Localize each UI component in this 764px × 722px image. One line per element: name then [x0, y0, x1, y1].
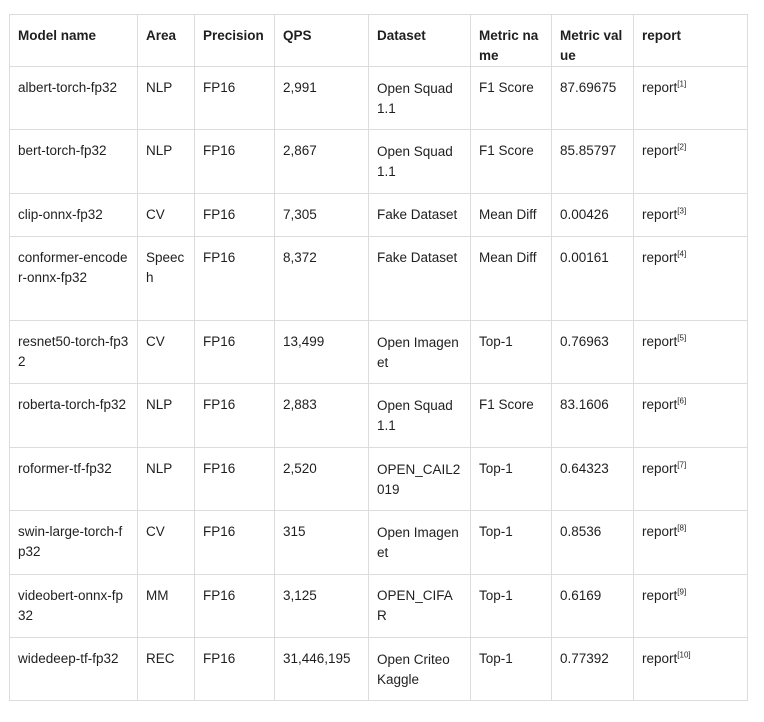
- cell-qps: 7,305: [275, 194, 369, 237]
- cell-qps: 2,991: [275, 67, 369, 130]
- cell-qps: 8,372: [275, 237, 369, 321]
- table-row: [10, 237, 748, 321]
- cell-model-name: roformer-tf-fp32: [10, 448, 138, 511]
- cell-qps: 13,499: [275, 321, 369, 384]
- report-link[interactable]: report: [642, 588, 678, 603]
- cell-precision: FP16: [195, 321, 275, 384]
- header-precision: Precision: [195, 15, 275, 67]
- report-reference[interactable]: [2]: [677, 142, 687, 152]
- cell-metric-value: 0.64323: [552, 448, 634, 511]
- table-row: [10, 384, 748, 448]
- cell-metric-name: Top-1: [471, 321, 552, 384]
- report-reference[interactable]: [9]: [677, 587, 687, 597]
- report-link[interactable]: report: [642, 250, 678, 265]
- cell-metric-value: 87.69675: [552, 67, 634, 130]
- header-qps: QPS: [275, 15, 369, 67]
- report-link[interactable]: report: [642, 334, 678, 349]
- cell-metric-name: F1 Score: [471, 67, 552, 130]
- cell-precision: FP16: [195, 638, 275, 701]
- cell-qps: 2,520: [275, 448, 369, 511]
- cell-area: REC: [138, 638, 195, 701]
- cell-area: NLP: [138, 130, 195, 194]
- cell-qps: 31,446,195: [275, 638, 369, 701]
- cell-metric-name: Mean Diff: [471, 237, 552, 321]
- header-dataset: Dataset: [369, 15, 471, 67]
- cell-metric-name: Top-1: [471, 575, 552, 638]
- cell-metric-value: 83.1606: [552, 384, 634, 448]
- cell-metric-name: Top-1: [471, 448, 552, 511]
- cell-dataset: Open Squad 1.1: [369, 67, 471, 130]
- report-reference[interactable]: [8]: [677, 523, 687, 533]
- cell-model-name: roberta-torch-fp32: [10, 384, 138, 448]
- cell-area: NLP: [138, 67, 195, 130]
- cell-report: [634, 575, 748, 638]
- cell-report: [634, 511, 748, 575]
- cell-area: Speech: [138, 237, 195, 321]
- cell-dataset: Open Squad 1.1: [369, 130, 471, 194]
- report-reference[interactable]: [6]: [677, 396, 687, 406]
- cell-report: [634, 194, 748, 237]
- report-reference[interactable]: [1]: [677, 79, 687, 89]
- report-reference[interactable]: [5]: [677, 333, 687, 343]
- cell-precision: FP16: [195, 511, 275, 575]
- cell-metric-value: 0.6169: [552, 575, 634, 638]
- header-row: [10, 15, 748, 67]
- report-link[interactable]: report: [642, 461, 678, 476]
- table-row: [10, 321, 748, 384]
- cell-metric-name: Top-1: [471, 511, 552, 575]
- cell-precision: FP16: [195, 67, 275, 130]
- header-metric-name: Metric name: [471, 15, 552, 67]
- cell-qps: 3,125: [275, 575, 369, 638]
- report-link[interactable]: report: [642, 651, 678, 666]
- cell-qps: 2,867: [275, 130, 369, 194]
- cell-model-name: swin-large-torch-fp32: [10, 511, 138, 575]
- cell-dataset: Fake Dataset: [369, 237, 471, 321]
- cell-report: [634, 321, 748, 384]
- table-row: [10, 575, 748, 638]
- cell-dataset: OPEN_CAIL2019: [369, 448, 471, 511]
- cell-area: CV: [138, 321, 195, 384]
- cell-precision: FP16: [195, 384, 275, 448]
- cell-model-name: conformer-encoder-onnx-fp32: [10, 237, 138, 321]
- cell-metric-value: 0.00426: [552, 194, 634, 237]
- cell-precision: FP16: [195, 237, 275, 321]
- cell-metric-value: 0.77392: [552, 638, 634, 701]
- cell-report: [634, 237, 748, 321]
- table-row: [10, 130, 748, 194]
- report-link[interactable]: report: [642, 80, 678, 95]
- cell-area: NLP: [138, 384, 195, 448]
- cell-area: NLP: [138, 448, 195, 511]
- cell-metric-name: F1 Score: [471, 130, 552, 194]
- report-link[interactable]: report: [642, 524, 678, 539]
- cell-report: [634, 448, 748, 511]
- table-row: [10, 194, 748, 237]
- table-header: [10, 15, 748, 67]
- cell-precision: FP16: [195, 575, 275, 638]
- cell-model-name: videobert-onnx-fp32: [10, 575, 138, 638]
- table-row: [10, 511, 748, 575]
- cell-report: [634, 67, 748, 130]
- cell-precision: FP16: [195, 194, 275, 237]
- cell-dataset: Fake Dataset: [369, 194, 471, 237]
- report-link[interactable]: report: [642, 143, 678, 158]
- cell-area: CV: [138, 194, 195, 237]
- table-row: [10, 448, 748, 511]
- report-reference[interactable]: [7]: [677, 460, 687, 470]
- cell-area: CV: [138, 511, 195, 575]
- header-area: Area: [138, 15, 195, 67]
- cell-metric-value: 0.8536: [552, 511, 634, 575]
- cell-area: MM: [138, 575, 195, 638]
- cell-model-name: bert-torch-fp32: [10, 130, 138, 194]
- report-link[interactable]: report: [642, 207, 678, 222]
- header-model-name: Model name: [10, 15, 138, 67]
- table-body: [10, 67, 748, 701]
- cell-dataset: Open Squad 1.1: [369, 384, 471, 448]
- report-link[interactable]: report: [642, 397, 678, 412]
- cell-report: [634, 130, 748, 194]
- cell-precision: FP16: [195, 130, 275, 194]
- header-metric-value: Metric value: [552, 15, 634, 67]
- cell-dataset: Open Imagenet: [369, 511, 471, 575]
- cell-qps: 2,883: [275, 384, 369, 448]
- cell-metric-name: Mean Diff: [471, 194, 552, 237]
- table-row: [10, 638, 748, 701]
- cell-metric-value: 0.00161: [552, 237, 634, 321]
- cell-metric-name: F1 Score: [471, 384, 552, 448]
- cell-dataset: Open Criteo Kaggle: [369, 638, 471, 701]
- report-reference[interactable]: [4]: [677, 249, 687, 259]
- cell-dataset: OPEN_CIFAR: [369, 575, 471, 638]
- cell-model-name: resnet50-torch-fp32: [10, 321, 138, 384]
- cell-dataset: Open Imagenet: [369, 321, 471, 384]
- cell-metric-name: Top-1: [471, 638, 552, 701]
- benchmark-table: [9, 14, 748, 701]
- report-reference[interactable]: [10]: [677, 650, 691, 660]
- cell-model-name: albert-torch-fp32: [10, 67, 138, 130]
- header-report: report: [634, 15, 748, 67]
- cell-model-name: widedeep-tf-fp32: [10, 638, 138, 701]
- report-reference[interactable]: [3]: [677, 206, 687, 216]
- cell-metric-value: 0.76963: [552, 321, 634, 384]
- cell-precision: FP16: [195, 448, 275, 511]
- table-row: [10, 67, 748, 130]
- cell-qps: 315: [275, 511, 369, 575]
- cell-report: [634, 638, 748, 701]
- cell-metric-value: 85.85797: [552, 130, 634, 194]
- cell-report: [634, 384, 748, 448]
- cell-model-name: clip-onnx-fp32: [10, 194, 138, 237]
